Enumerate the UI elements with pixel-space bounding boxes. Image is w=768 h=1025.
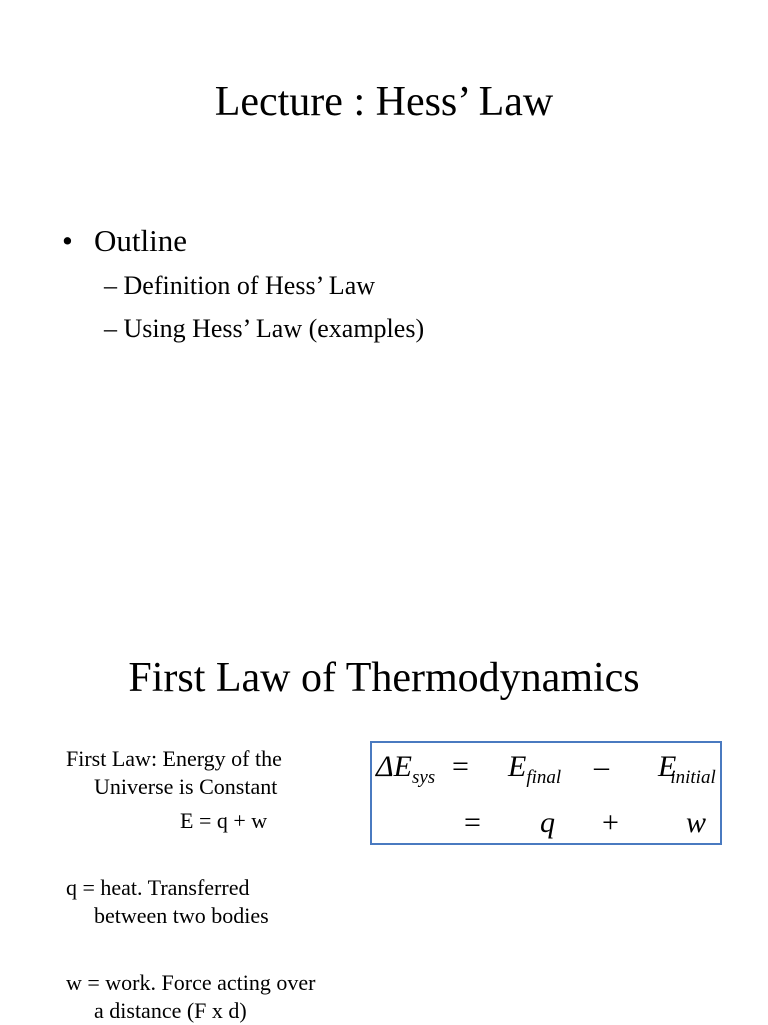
equals-sign-row2: =	[464, 806, 481, 839]
equation-box	[370, 741, 722, 845]
plus-sign: +	[602, 806, 619, 839]
first-law-line2: Universe is Constant	[94, 774, 278, 799]
minus-sign: –	[594, 750, 609, 783]
energy-equation: E = q + w	[180, 808, 268, 833]
slide1-title: Lecture : Hess’ Law	[214, 79, 554, 125]
w-term: w	[686, 806, 707, 839]
first-law-line1: First Law: Energy of the	[66, 746, 282, 771]
slide2-title: First Law of Thermodynamics	[128, 655, 640, 701]
sub-item-examples: – Using Hess’ Law (examples)	[104, 314, 425, 343]
delta-e-sys: $\Delta E_{sys}$	[376, 750, 436, 788]
outline-bullet	[62, 222, 187, 260]
e-initial: $E_{initial}$	[658, 750, 716, 788]
work-definition-line1: w = work. Force acting over	[66, 970, 316, 995]
work-definition-line2: a distance (F x d)	[94, 998, 247, 1023]
heat-definition-line1: q = heat. Transferred	[66, 875, 250, 900]
sub-item-definition: – Definition of Hess’ Law	[104, 271, 376, 300]
e-final: $E_{final}$	[508, 750, 562, 788]
heat-definition-line2: between two bodies	[94, 903, 269, 928]
equals-sign: =	[452, 750, 469, 783]
outline-label: Outline	[94, 223, 187, 258]
q-term: q	[540, 806, 555, 839]
bullet-icon: •	[62, 223, 73, 258]
